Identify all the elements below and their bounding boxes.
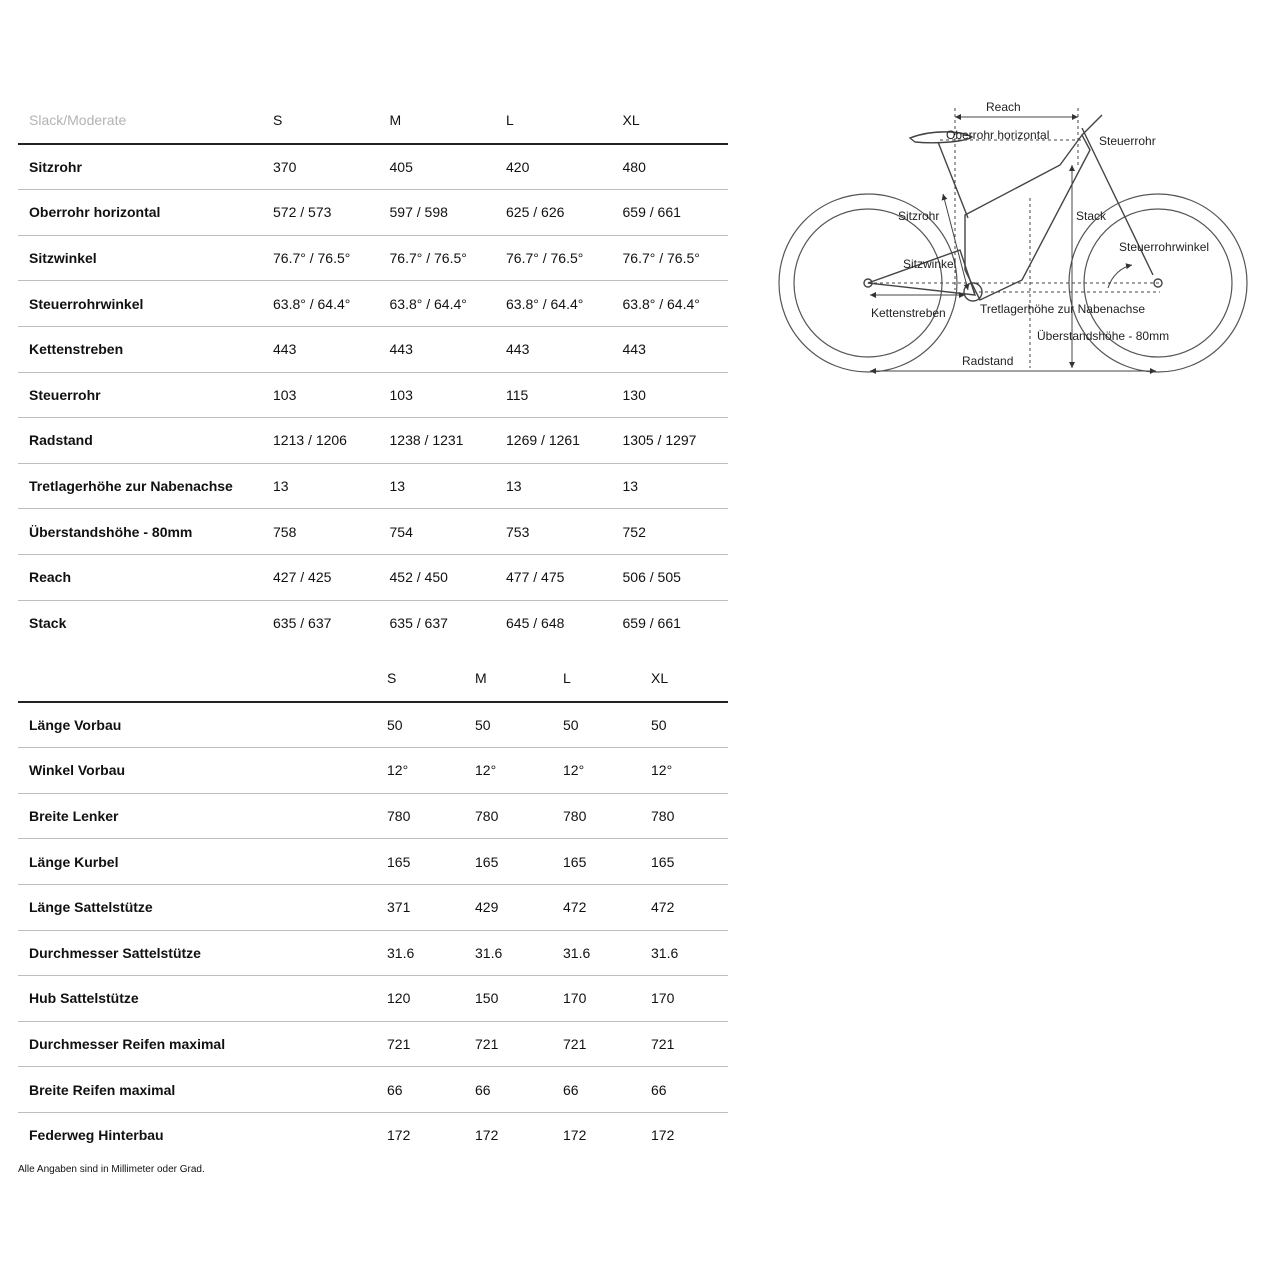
table-cell: 1269 / 1261	[495, 418, 612, 464]
row-label: Durchmesser Reifen maximal	[18, 1021, 376, 1067]
table-cell: 115	[495, 372, 612, 418]
table-cell: 12°	[464, 748, 552, 794]
table-cell: 13	[262, 463, 379, 509]
row-label: Länge Vorbau	[18, 702, 376, 748]
table-cell: 150	[464, 976, 552, 1022]
table-cell: 66	[552, 1067, 640, 1113]
table-cell: 63.8° / 64.4°	[495, 281, 612, 327]
row-label: Winkel Vorbau	[18, 748, 376, 794]
table-cell: 103	[262, 372, 379, 418]
row-label: Tretlagerhöhe zur Nabenachse	[18, 463, 262, 509]
label-head-tube: Steuerrohr	[1099, 134, 1156, 148]
table-cell: 13	[612, 463, 729, 509]
table-cell: 659 / 661	[622, 614, 681, 631]
table-cell: 12°	[376, 748, 464, 794]
table-cell: 752	[612, 509, 729, 555]
table-row	[18, 372, 728, 418]
table-cell: 721	[640, 1021, 728, 1067]
table-cell: 172	[475, 1127, 499, 1144]
table-cell: 625 / 626	[495, 190, 612, 236]
table-cell: 76.7° / 76.5°	[495, 235, 612, 281]
table-cell: 597 / 598	[379, 190, 496, 236]
row-label: Durchmesser Sattelstütze	[18, 930, 376, 976]
table-cell: 443	[612, 326, 729, 372]
row-label: Radstand	[18, 418, 262, 464]
table-cell: 427 / 425	[262, 554, 379, 600]
row-label: Steuerrohr	[18, 372, 262, 418]
table-cell: 103	[379, 372, 496, 418]
table-cell: 754	[379, 509, 496, 555]
size-header-s: S	[376, 656, 464, 702]
table-cell: 63.8° / 64.4°	[262, 281, 379, 327]
table-cell: 76.7° / 76.5°	[612, 235, 729, 281]
table-cell: 780	[464, 793, 552, 839]
table-cell: 480	[612, 144, 729, 190]
geometry-table-body	[18, 144, 728, 646]
table-cell: 120	[376, 976, 464, 1022]
table-cell: 50	[376, 702, 464, 748]
table-cell: 13	[379, 463, 496, 509]
table-cell: 477 / 475	[495, 554, 612, 600]
table-row	[18, 976, 728, 1022]
row-label: Breite Reifen maximal	[18, 1067, 376, 1113]
table-cell: 172	[387, 1127, 411, 1144]
table-cell: 659 / 661	[612, 190, 729, 236]
table-cell: 721	[376, 1021, 464, 1067]
size-header-l: L	[552, 656, 640, 702]
table-cell: 635 / 637	[389, 614, 448, 631]
table-row	[18, 884, 728, 930]
row-label: Breite Lenker	[18, 793, 376, 839]
table-row	[18, 509, 728, 555]
table-cell: 165	[376, 839, 464, 885]
table-cell: 371	[376, 884, 464, 930]
table-cell: 1305 / 1297	[612, 418, 729, 464]
table-cell: 165	[640, 839, 728, 885]
geometry-table	[18, 98, 728, 645]
label-stack: Stack	[1076, 209, 1107, 223]
label-chainstays: Kettenstreben	[871, 306, 946, 320]
row-label: Kettenstreben	[18, 326, 262, 372]
label-head-angle: Steuerrohrwinkel	[1119, 240, 1210, 254]
table-cell: 443	[379, 326, 496, 372]
table-cell: 130	[612, 372, 729, 418]
table-cell: 443	[262, 326, 379, 372]
table-cell: 63.8° / 64.4°	[379, 281, 496, 327]
table-cell: 780	[552, 793, 640, 839]
table-cell: 506 / 505	[612, 554, 729, 600]
table-cell: 780	[376, 793, 464, 839]
size-header-l: L	[495, 98, 612, 144]
table-cell: 165	[552, 839, 640, 885]
size-header-s: S	[262, 98, 379, 144]
table-cell: 12°	[552, 748, 640, 794]
table-cell: 172	[563, 1127, 587, 1144]
footnote: Alle Angaben sind in Millimeter oder Grad.	[18, 1164, 205, 1175]
table-cell: 472	[640, 884, 728, 930]
table-cell: 66	[376, 1067, 464, 1113]
row-label: Sitzwinkel	[18, 235, 262, 281]
table-cell: 50	[552, 702, 640, 748]
bike-geometry-diagram	[760, 90, 1260, 390]
geometry-header-row	[18, 98, 728, 144]
table-cell: 753	[495, 509, 612, 555]
table-cell: 31.6	[376, 930, 464, 976]
table-cell: 721	[552, 1021, 640, 1067]
components-table	[18, 656, 728, 1158]
table-cell: 420	[495, 144, 612, 190]
table-cell: 50	[640, 702, 728, 748]
label-standover: Überstandshöhe - 80mm	[1037, 329, 1170, 343]
components-table-body	[18, 702, 728, 1158]
table-row	[18, 1112, 728, 1157]
table-row	[18, 1067, 728, 1113]
table-row	[18, 600, 728, 645]
row-label: Federweg Hinterbau	[29, 1127, 164, 1144]
size-header-m: M	[464, 656, 552, 702]
components-header-row	[18, 656, 728, 702]
table-row	[18, 839, 728, 885]
label-reach: Reach	[986, 100, 1021, 114]
table-row	[18, 281, 728, 327]
row-label: Hub Sattelstütze	[18, 976, 376, 1022]
table-row	[18, 1021, 728, 1067]
table-row	[18, 793, 728, 839]
table-cell: 66	[464, 1067, 552, 1113]
table-cell: 1238 / 1231	[379, 418, 496, 464]
components-header-empty	[18, 656, 376, 702]
table-cell: 780	[640, 793, 728, 839]
table-cell: 1213 / 1206	[262, 418, 379, 464]
table-cell: 13	[495, 463, 612, 509]
table-row	[18, 235, 728, 281]
table-cell: 31.6	[552, 930, 640, 976]
table-cell: 172	[651, 1127, 675, 1144]
table-row	[18, 702, 728, 748]
table-cell: 12°	[640, 748, 728, 794]
table-cell: 76.7° / 76.5°	[379, 235, 496, 281]
label-wheelbase: Radstand	[962, 354, 1014, 368]
row-label: Stack	[29, 614, 67, 631]
table-cell: 572 / 573	[262, 190, 379, 236]
table-cell: 76.7° / 76.5°	[262, 235, 379, 281]
table-cell: 63.8° / 64.4°	[612, 281, 729, 327]
table-row	[18, 326, 728, 372]
table-cell: 165	[464, 839, 552, 885]
label-bb-drop: Tretlagerhöhe zur Nabenachse	[980, 302, 1145, 316]
table-row	[18, 144, 728, 190]
table-row	[18, 748, 728, 794]
table-cell: 635 / 637	[273, 614, 332, 631]
table-row	[18, 930, 728, 976]
row-label: Oberrohr horizontal	[18, 190, 262, 236]
row-label: Länge Kurbel	[18, 839, 376, 885]
row-label: Reach	[18, 554, 262, 600]
row-label: Überstandshöhe - 80mm	[18, 509, 262, 555]
table-cell: 405	[379, 144, 496, 190]
table-cell: 443	[495, 326, 612, 372]
table-row	[18, 418, 728, 464]
row-label: Sitzrohr	[18, 144, 262, 190]
table-cell: 452 / 450	[379, 554, 496, 600]
table-cell: 429	[464, 884, 552, 930]
table-cell: 370	[262, 144, 379, 190]
table-cell: 170	[640, 976, 728, 1022]
row-label: Steuerrohrwinkel	[18, 281, 262, 327]
label-seat-angle: Sitzwinkel	[903, 257, 957, 271]
table-cell: 472	[552, 884, 640, 930]
size-header-m: M	[379, 98, 496, 144]
table-cell: 31.6	[464, 930, 552, 976]
table-cell: 31.6	[640, 930, 728, 976]
table-row	[18, 463, 728, 509]
table-cell: 170	[552, 976, 640, 1022]
size-header-xl: XL	[612, 98, 729, 144]
table-cell: 721	[464, 1021, 552, 1067]
table-row	[18, 190, 728, 236]
label-top-tube: Oberrohr horizontal	[946, 128, 1050, 142]
geometry-scheme-label: Slack/Moderate	[18, 98, 262, 144]
diagram-labels	[871, 100, 1209, 368]
table-cell: 758	[262, 509, 379, 555]
size-header-xl: XL	[640, 656, 728, 702]
table-row	[18, 554, 728, 600]
row-label: Länge Sattelstütze	[18, 884, 376, 930]
table-cell: 66	[640, 1067, 728, 1113]
table-cell: 50	[464, 702, 552, 748]
table-cell: 645 / 648	[506, 614, 565, 631]
label-seat-tube: Sitzrohr	[898, 209, 940, 223]
